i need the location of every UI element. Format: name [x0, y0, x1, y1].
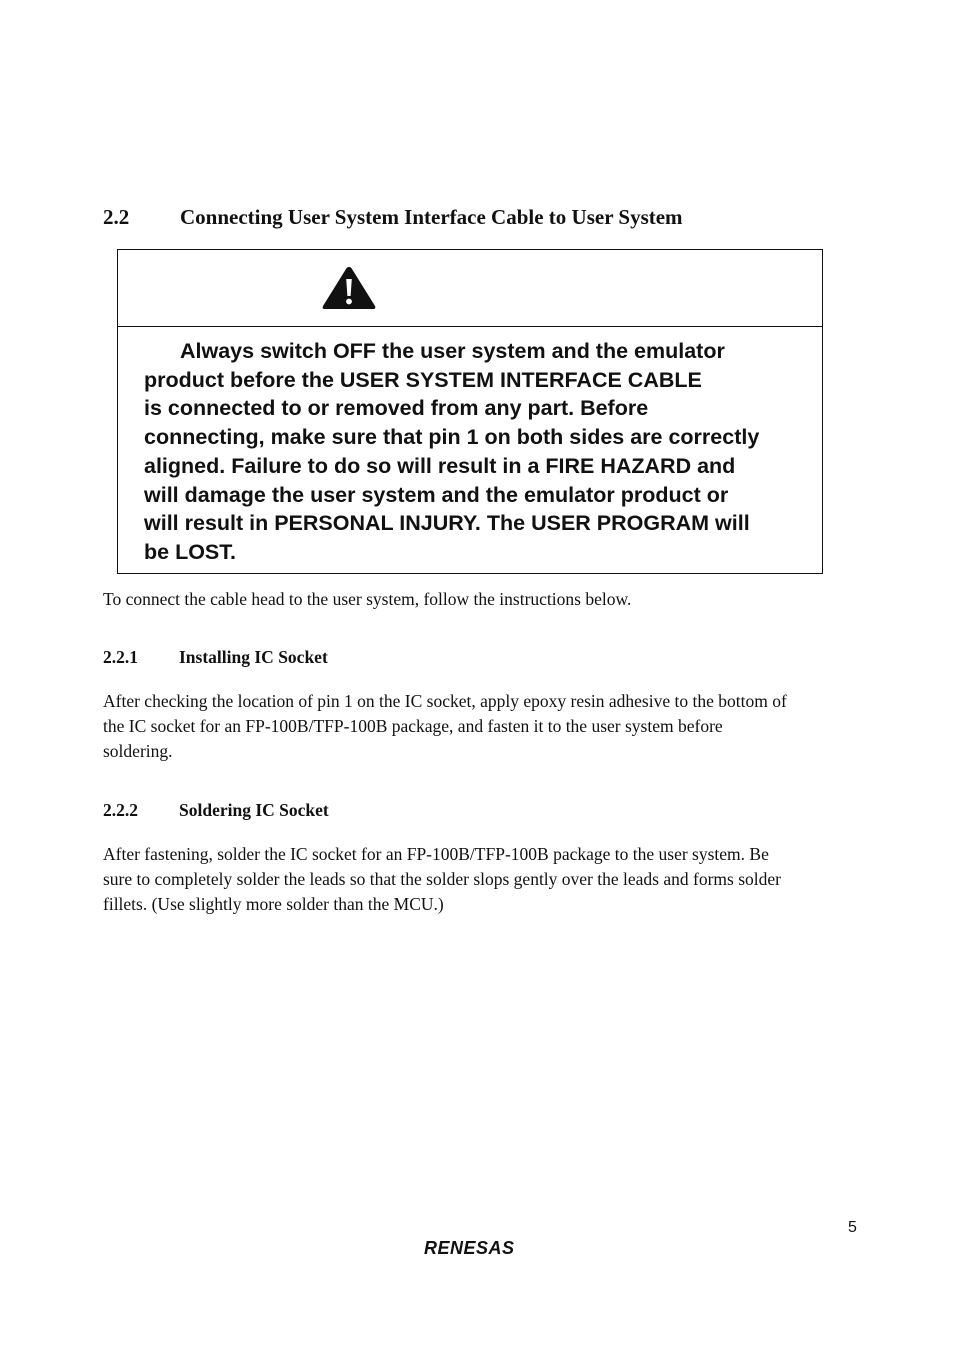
- warning-line: will result in PERSONAL INJURY. The USER PROGRAM will: [144, 511, 750, 536]
- intro-paragraph: [103, 587, 863, 612]
- paragraph-line: After fastening, solder the IC socket for an FP-100B/TFP-100B package to the user system. Be: [103, 844, 769, 864]
- section-number: 2.2: [103, 205, 130, 229]
- page-number: 5: [848, 1219, 857, 1236]
- warning-line: product before the USER SYSTEM INTERFACE CABLE: [144, 367, 702, 392]
- renesas-logo: [424, 1237, 542, 1259]
- intro-text: To connect the cable head to the user system, follow the instructions below.: [103, 589, 632, 609]
- warning-line: Always switch OFF the user system and the emulator: [180, 339, 725, 363]
- warning-box: [117, 249, 823, 574]
- warning-triangle-icon: [321, 265, 377, 310]
- paragraph-line: soldering.: [103, 741, 173, 761]
- subsection-paragraph: [103, 689, 863, 764]
- paragraph-line: sure to completely solder the leads so that the solder slops gently over the leads and forms solder: [103, 869, 781, 889]
- warning-line: is connected to or removed from any part. Before: [144, 396, 649, 421]
- warning-line: connecting, make sure that pin 1 on both sides are correctly: [144, 425, 760, 450]
- subsection-number: 2.2.1: [103, 647, 138, 667]
- subsection-heading: [103, 646, 328, 668]
- subsection-title: Soldering IC Socket: [179, 800, 329, 820]
- subsection-number: 2.2.2: [103, 800, 138, 820]
- warning-icon-row: [118, 250, 822, 327]
- paragraph-line: the IC socket for an FP-100B/TFP-100B package, and fasten it to the user system before: [103, 716, 723, 736]
- warning-line: be LOST.: [144, 539, 236, 564]
- subsection-heading: [103, 799, 329, 821]
- paragraph-line: fillets. (Use slightly more solder than the MCU.): [103, 894, 444, 914]
- warning-line: will damage the user system and the emulator product or: [144, 482, 729, 507]
- svg-text:RENESAS: RENESAS: [424, 1238, 515, 1258]
- section-heading: [103, 204, 683, 230]
- section-title: Connecting User System Interface Cable to User System: [180, 205, 683, 229]
- warning-text: [144, 337, 814, 567]
- warning-line: aligned. Failure to do so will result in a FIRE HAZARD and: [144, 453, 736, 478]
- subsection-paragraph: [103, 842, 863, 917]
- subsection-title: Installing IC Socket: [179, 647, 328, 667]
- paragraph-line: After checking the location of pin 1 on the IC socket, apply epoxy resin adhesive to the bottom of: [103, 691, 787, 711]
